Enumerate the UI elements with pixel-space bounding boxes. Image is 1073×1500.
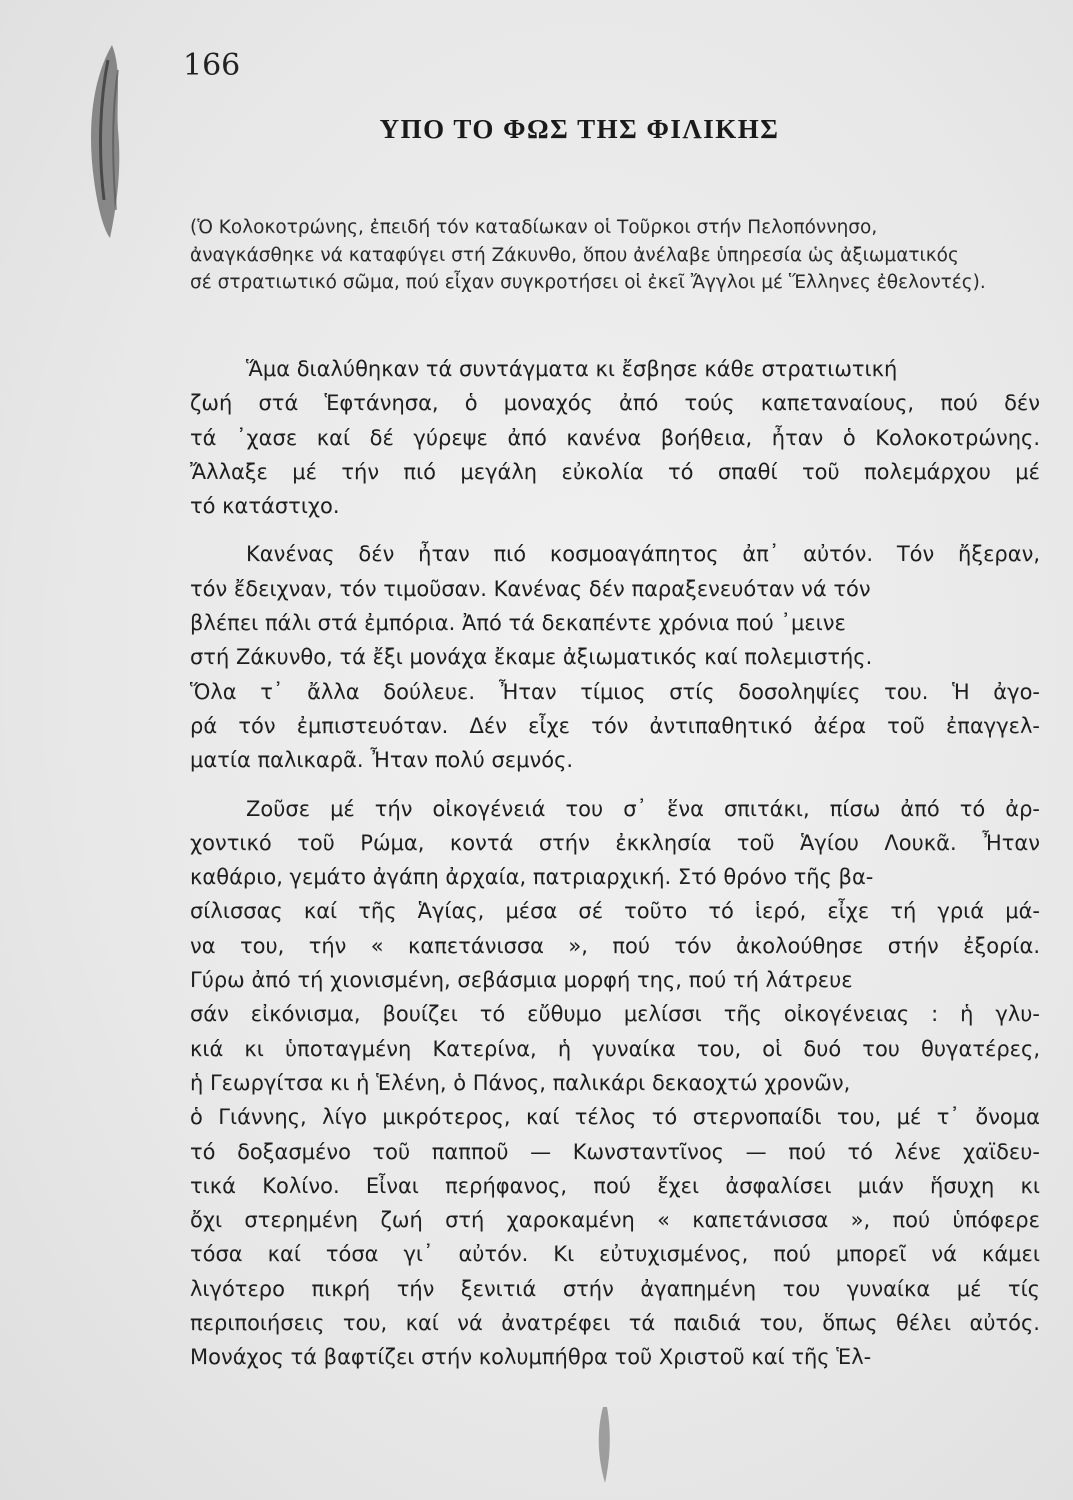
text-line: τό κατάστιχο.	[190, 494, 340, 519]
text-line: Ἄλλαξε μέ τήν πιό μεγάλη εὐκολία τό σπαθί τοῦ πολεμάρχου μέ	[190, 459, 1040, 484]
paragraph	[190, 537, 1040, 777]
text-line: καθάριο, γεμάτο ἀγάπη ἀρχαία, πατριαρχική. Στό θρόνο τῆς βα-	[190, 865, 874, 890]
page-number: 166	[183, 48, 241, 83]
text-line: Ζοῦσε μέ τήν οἰκογένειά του σ᾽ ἕνα σπιτάκι, πίσω ἀπό τό ἀρ-	[246, 796, 1040, 821]
text-line: να του, τήν « καπετάνισσα », πού τόν ἀκολούθησε στήν ἐξορία.	[190, 933, 1040, 958]
intro-note	[190, 214, 1040, 297]
text-line: ζωή στά Ἑφτάνησα, ὁ μοναχός ἀπό τούς καπεταναίους, πού δέν	[190, 391, 1040, 416]
intro-line: σέ στρατιωτικό σῶμα, πού εἶχαν συγκροτήσει οἱ ἐκεῖ Ἄγγλοι μέ Ἕλληνες ἐθελοντές).	[190, 272, 986, 293]
text-line: σίλισσας καί τῆς Ἁγίας, μέσα σέ τοῦτο τό ἱερό, εἶχε τή γριά μά-	[190, 899, 1040, 924]
text-line: τά ᾽χασε καί δέ γύρεψε ἀπό κανένα βοήθεια, ἦταν ὁ Κολοκοτρώνης.	[190, 425, 1040, 450]
text-line: τό δοξασμένο τοῦ παπποῦ — Κωνσταντῖνος — πού τό λένε χαϊδευ-	[190, 1139, 1040, 1164]
bottom-smudge-mark	[585, 1405, 625, 1485]
text-line: ὁ Γιάννης, λίγο μικρότερος, καί τέλος τό στερνοπαίδι του, μέ τ᾽ ὄνομα	[190, 1105, 1040, 1130]
text-line: στή Ζάκυνθο, τά ἔξι μονάχα ἔκαμε ἀξιωματικός καί πολεμιστής.	[190, 645, 873, 670]
text-line: τόν ἔδειχναν, τόν τιμοῦσαν. Κανένας δέν παραξενευόταν νά τόν	[190, 576, 871, 601]
paragraph	[190, 792, 1040, 1375]
text-line: τικά Κολίνο. Εἶναι περήφανος, πού ἔχει ἀσφαλίσει μιάν ἥσυχη κι	[190, 1173, 1040, 1198]
text-line: Ὅλα τ᾽ ἄλλα δούλευε. Ἦταν τίμιος στίς δοσοληψίες του. Ἡ ἀγο-	[190, 679, 1040, 704]
text-line: Μονάχος τά βαφτίζει στήν κολυμπήθρα τοῦ Χριστοῦ καί τῆς Ἑλ-	[190, 1345, 872, 1370]
text-line: ματία παλικαρᾶ. Ἦταν πολύ σεμνός.	[190, 748, 574, 773]
text-line: σάν εἰκόνισμα, βουίζει τό εὔθυμο μελίσσι τῆς οἰκογένειας : ἡ γλυ-	[190, 1002, 1040, 1027]
text-line: λιγότερο πικρή τήν ξενιτιά στήν ἀγαπημένη του γυναίκα μέ τίς	[190, 1276, 1040, 1301]
text-line: Κανένας δέν ἦταν πιό κοσμοαγάπητος ἀπ᾽ αὐτόν. Τόν ἤξεραν,	[246, 542, 1040, 567]
text-line: Ἅμα διαλύθηκαν τά συντάγματα κι ἔσβησε κάθε στρατιωτική	[246, 357, 898, 381]
text-line: ὄχι στερημένη ζωή στή χαροκαμένη « καπετάνισσα », πού ὑπόφερε	[190, 1208, 1040, 1233]
text-line: χοντικό τοῦ Ρώμα, κοντά στήν ἐκκλησία τοῦ Ἁγίου Λουκᾶ. Ἦταν	[190, 830, 1040, 855]
paragraph	[190, 352, 1040, 523]
text-line: βλέπει πάλι στά ἐμπόρια. Ἀπό τά δεκαπέντε χρόνια πού ᾽μεινε	[190, 611, 846, 636]
intro-line: (Ὁ Κολοκοτρώνης, ἐπειδή τόν καταδίωκαν οἱ Τοῦρκοι στήν Πελοπόννησο,	[190, 217, 878, 238]
text-line: κιά κι ὑποταγμένη Κατερίνα, ἡ γυναίκα του, οἱ δυό του θυγατέρες,	[190, 1036, 1040, 1061]
text-line: ἡ Γεωργίτσα κι ἡ Ἑλένη, ὁ Πάνος, παλικάρι δεκαοχτώ χρονῶν,	[190, 1070, 851, 1095]
chapter-title: ΥΠΟ ΤΟ ΦΩΣ ΤΗΣ ΦΙΛΙΚΗΣ	[379, 114, 780, 144]
text-line: τόσα καί τόσα γι᾽ αὐτόν. Κι εὐτυχισμένος, πού μπορεῖ νά κάμει	[190, 1242, 1040, 1267]
text-line: ρά τόν ἐμπιστευόταν. Δέν εἶχε τόν ἀντιπαθητικό ἀέρα τοῦ ἐπαγγελ-	[190, 713, 1040, 738]
intro-line: ἀναγκάσθηκε νά καταφύγει στή Ζάκυνθο, ὅπου ἀνέλαβε ὑπηρεσία ὡς ἀξιωματικός	[190, 244, 959, 266]
body-text	[190, 352, 1040, 1375]
text-line: Γύρω ἀπό τή χιονισμένη, σεβάσμια μορφή της, πού τή λάτρευε	[190, 968, 853, 993]
text-line: περιποιήσεις του, καί νά ἀνατρέφει τά παιδιά του, ὅπως θέλει αὐτός.	[190, 1311, 1040, 1336]
